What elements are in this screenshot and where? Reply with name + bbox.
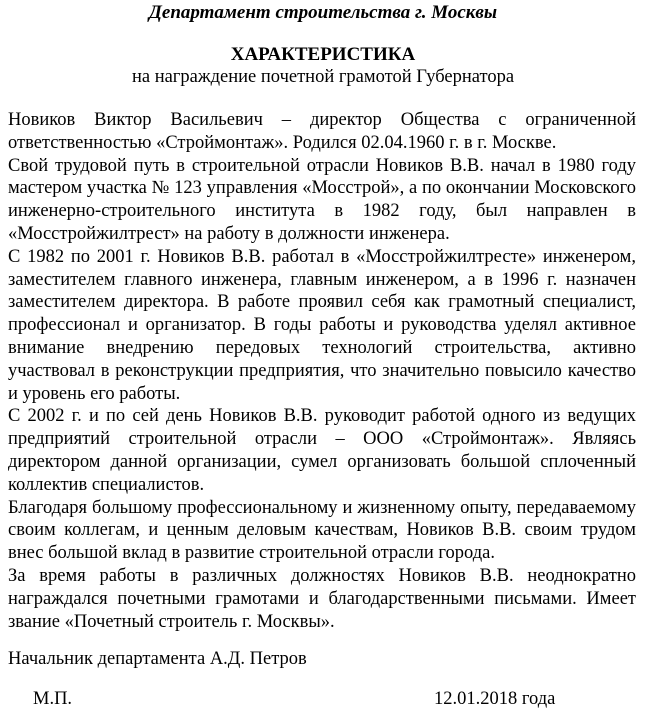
document-title: ХАРАКТЕРИСТИКА [230,44,416,65]
document-date: 12.01.2018 года [434,689,556,709]
signer-line: Начальник департамента А.Д. Петров [8,649,307,669]
department-header: Департамент строительства г. Москвы [148,2,498,23]
paragraph-current-role: С 2002 г. и по сей день Новиков В.В. руководит работой одного из ведущих предприятий строительной отрасли – ООО «Строймонтаж». Являясь директором данной организации, сумел организовать большой сплоченный коллектив специалистов. [8,406,636,495]
paragraph-trust-work: С 1982 по 2001 г. Новиков В.В. работал в «Мосстройжилтресте» инженером, заместителем главного инженера, главным инженером, а в 1996 г. назначен заместителем директора. В работе проявил себя как грамотный специалист, профессионал и организатор. В годы работы и руководства уделял активное внимание внедрению передовых технологий строительства, активно участвовал в реконструкции предприятия, что значительно повысило качество и уровень его работы. [8,246,636,404]
document-subtitle: на награждение почетной грамотой Губернатора [131,67,515,87]
document-body [8,109,636,633]
paragraph-intro: Новиков Виктор Васильевич – директор Общества с ограниченной ответственностью «Строймонтаж». Родился 02.04.1960 г. в г. Москве. [8,110,636,153]
paragraph-contribution: Благодаря большому профессиональному и жизненному опыту, передаваемому своим коллегам, и ценным деловым качествам, Новиков В.В. своим трудом внес большой вклад в развитие строительной отрасли города. [8,497,636,564]
paragraph-awards: За время работы в различных должностях Новиков В.В. неоднократно награждался почетными грамотами и благодарственными письмами. Имеет звание «Почетный строитель г. Москвы». [8,565,636,632]
stamp-place: М.П. [33,689,73,709]
paragraph-career-start: Свой трудовой путь в строительной отрасли Новиков В.В. начал в 1980 году мастером участка № 123 управления «Мосстрой», а по окончании Московского инженерно-строительного института в 1982 году, был направлен в «Мосстройжилтрест» на работу в должности инженера. [8,155,636,244]
